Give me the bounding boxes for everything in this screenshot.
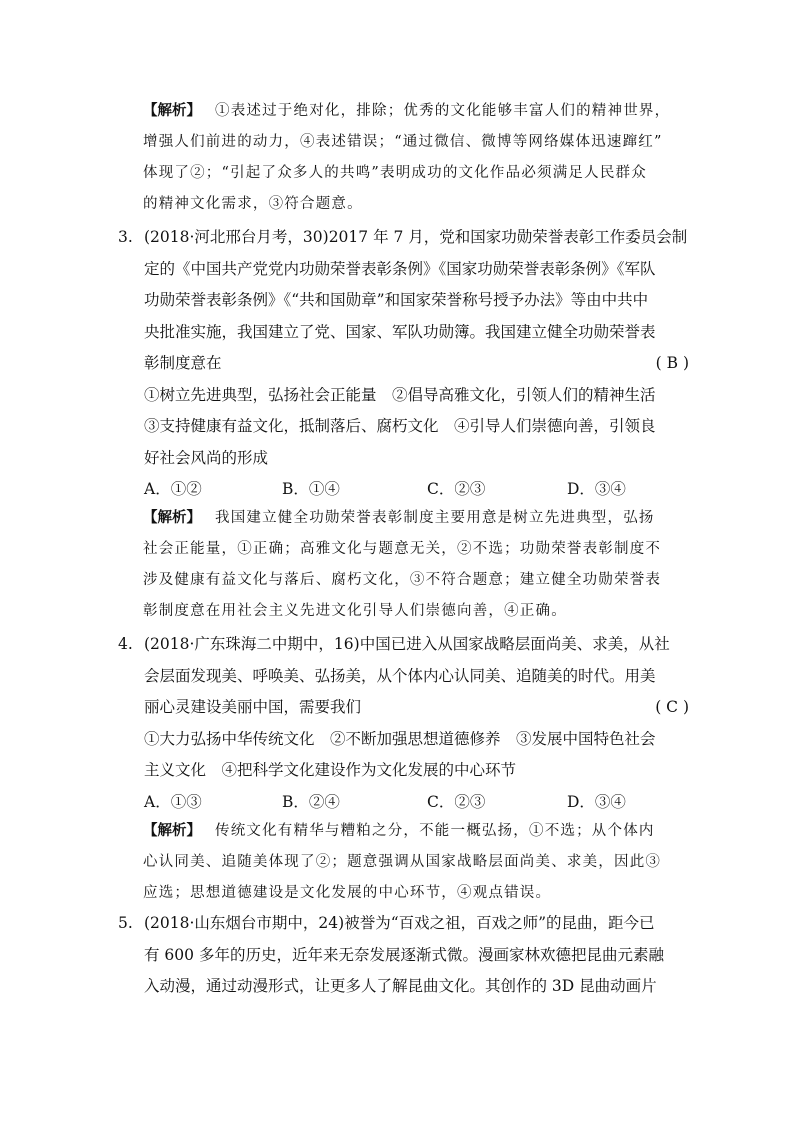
analysis-tag: 【解析】 bbox=[143, 102, 201, 119]
option-c: C．②③ bbox=[427, 792, 486, 811]
stem-line: 会层面发现美、呼唤美、弘扬美，从个体内心认同美、追随美的时代。用美 bbox=[144, 666, 656, 685]
question-body bbox=[144, 222, 689, 506]
stem-line: 彰制度意在 ( B ) bbox=[144, 348, 689, 380]
answer-mark: ( C ) bbox=[655, 698, 689, 716]
analysis-line: 【解析】 ①表述过于绝对化，排除；优秀的文化能够丰富人们的精神世界， bbox=[143, 102, 671, 119]
analysis-line: 增强人们前进的动力，④表述错误；“通过微信、微博等网络媒体迅速蹿红” bbox=[143, 134, 663, 150]
question-body bbox=[144, 908, 689, 1003]
analysis-line: 彰制度意在用社会主义先进文化引导人们崇德向善，④正确。 bbox=[143, 603, 567, 619]
option-b: B．①④ bbox=[282, 480, 340, 498]
option-b: B．②④ bbox=[282, 792, 340, 811]
statement-line: 好社会风尚的形成 bbox=[144, 448, 269, 467]
analysis-line: 【解析】 我国建立健全功勋荣誉表彰制度主要用意是树立先进典型，弘扬 bbox=[143, 509, 655, 526]
stem-line: 央批准实施，我国建立了党、国家、军队功勋簿。我国建立健全功勋荣誉表 bbox=[144, 322, 656, 341]
options-row bbox=[144, 474, 689, 506]
stem-line: (2018·广东珠海二中期中，16)中国已进入从国家战略层面尚美、求美，从社 bbox=[144, 635, 670, 653]
analysis-block-prev bbox=[143, 95, 683, 220]
option-a: A．①③ bbox=[144, 792, 202, 811]
analysis-tag: 【解析】 bbox=[143, 822, 201, 839]
analysis-line: 的精神文化需求，③符合题意。 bbox=[143, 196, 363, 212]
analysis-line: 社会正能量，①正确；高雅文化与题意无关，②不选；功勋荣誉表彰制度不 bbox=[143, 541, 662, 557]
stem-line: 丽心灵建设美丽中国，需要我们 ( C ) bbox=[144, 692, 689, 724]
statement-line: ①大力弘扬中华传统文化 ②不断加强思想道德修养 ③发展中国特色社会 bbox=[144, 729, 656, 748]
statement-line: ③支持健康有益文化，抵制落后、腐朽文化 ④引导人们崇德向善，引领良 bbox=[144, 417, 656, 435]
options-row bbox=[144, 787, 689, 819]
question-number: 4. bbox=[118, 635, 133, 653]
stem-line: (2018·河北邢台月考，30)2017 年 7 月，党和国家功勋荣誉表彰工作委员会制 bbox=[144, 228, 688, 246]
analysis-line: 【解析】 传统文化有精华与糟粕之分，不能一概弘扬，①不选；从个体内 bbox=[143, 822, 655, 839]
analysis-line: 体现了②；“引起了众多人的共鸣”表明成功的文化作品必须满足人民群众 bbox=[143, 165, 647, 181]
analysis-block-q4 bbox=[143, 815, 683, 909]
question-number: 3. bbox=[118, 228, 133, 246]
stem-line: (2018·山东烟台市期中，24)被誉为“百戏之祖，百戏之师”的昆曲，距今已 bbox=[144, 914, 655, 932]
option-d: D．③④ bbox=[567, 480, 626, 498]
stem-line: 有 600 多年的历史，近年来无奈发展逐渐式微。漫画家林欢德把昆曲元素融 bbox=[144, 945, 664, 964]
statement-line: ①树立先进典型，弘扬社会正能量 ②倡导高雅文化，引领人们的精神生活 bbox=[144, 385, 656, 404]
stem-line: 定的《中国共产党党内功勋荣誉表彰条例》《国家功勋荣誉表彰条例》《军队 bbox=[144, 259, 656, 278]
analysis-line: 应选；思想道德建设是文化发展的中心环节，④观点错误。 bbox=[143, 885, 552, 901]
question-number: 5. bbox=[118, 914, 133, 932]
analysis-line: 心认同美、追随美体现了②；题意强调从国家战略层面尚美、求美，因此③ bbox=[143, 854, 662, 870]
analysis-block-q3 bbox=[143, 502, 683, 627]
option-d: D．③④ bbox=[567, 792, 626, 811]
option-c: C．②③ bbox=[427, 480, 486, 498]
analysis-line: 涉及健康有益文化与落后、腐朽文化，③不符合题意；建立健全功勋荣誉表 bbox=[143, 572, 662, 588]
stem-line: 入动漫，通过动漫形式，让更多人了解昆曲文化。其创作的 3D 昆曲动画片 bbox=[144, 977, 657, 995]
answer-mark: ( B ) bbox=[655, 354, 689, 372]
analysis-tag: 【解析】 bbox=[143, 509, 201, 526]
question-body bbox=[144, 629, 689, 818]
statement-line: 主义文化 ④把科学文化建设作为文化发展的中心环节 bbox=[144, 761, 517, 779]
stem-line: 功勋荣誉表彰条例》《“共和国勋章”和国家荣誉称号授予办法》等由中共中 bbox=[144, 291, 649, 309]
option-a: A．①② bbox=[144, 480, 202, 498]
